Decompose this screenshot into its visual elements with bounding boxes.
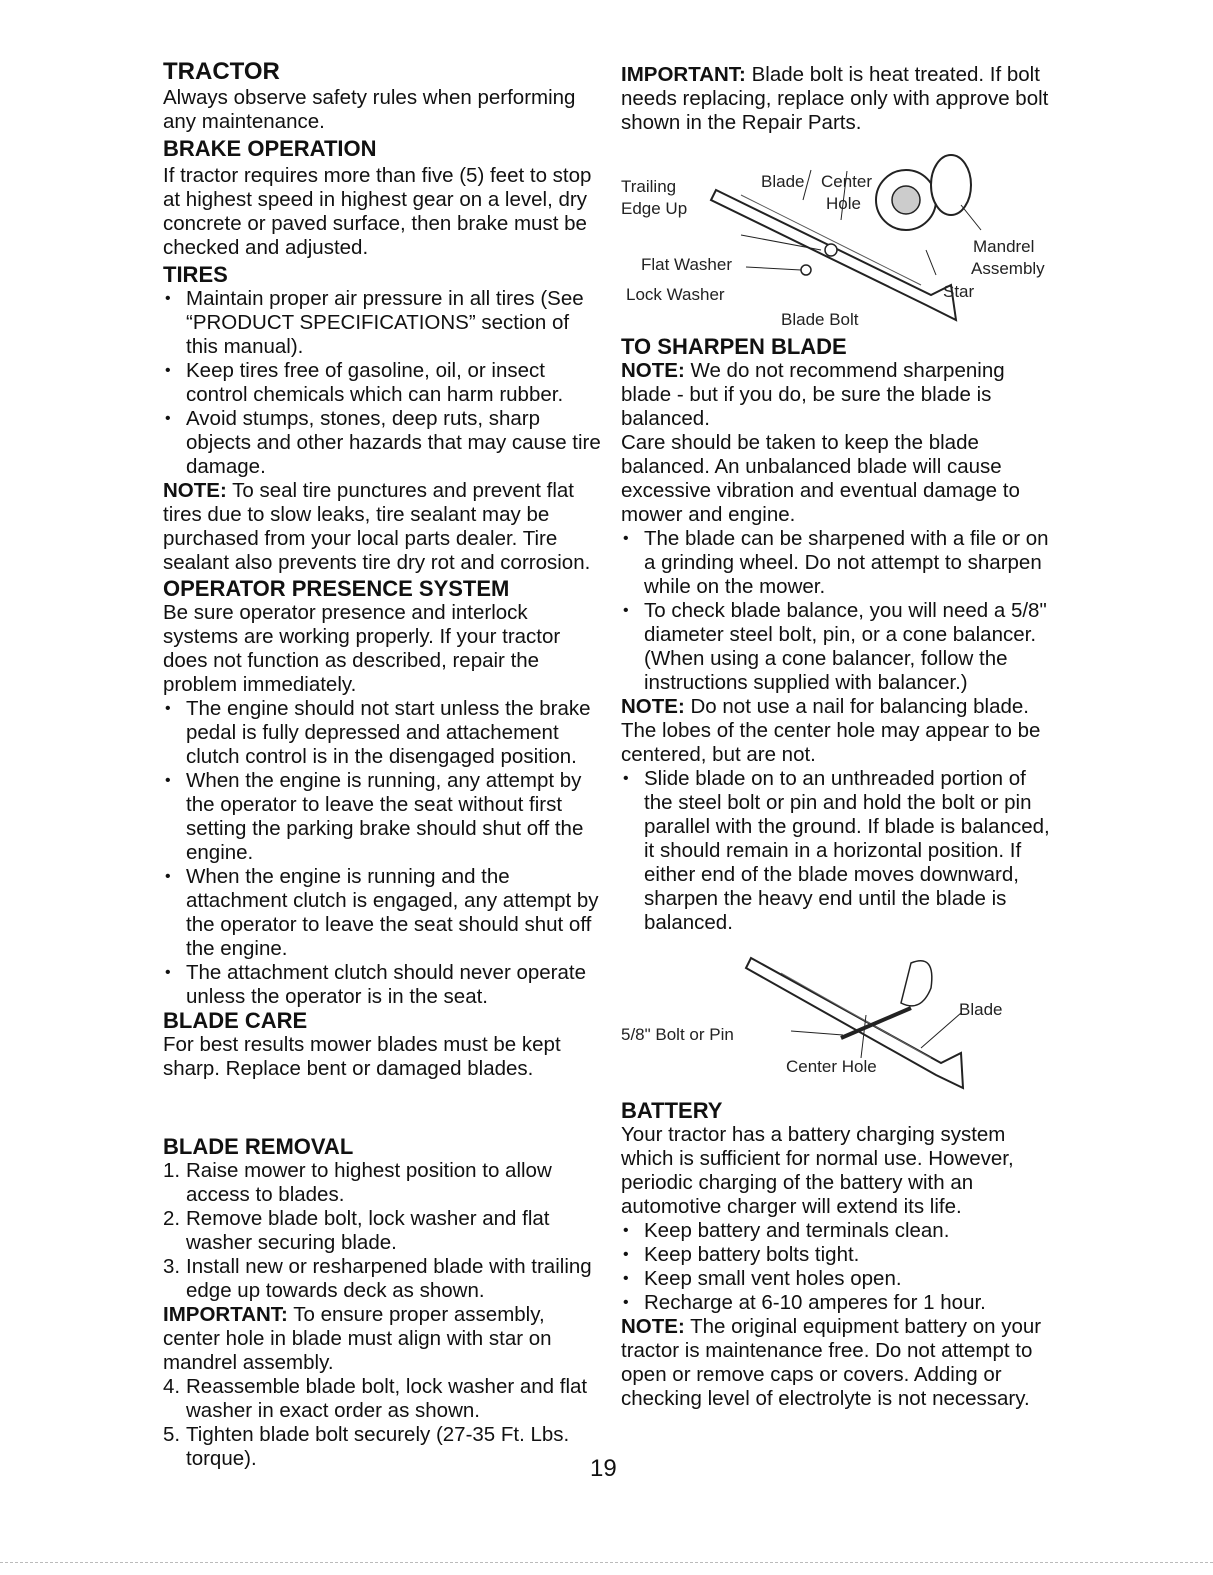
sharpen-note2 [621, 695, 1057, 767]
tires-heading: TIRES [163, 262, 228, 287]
step-number: 5. [163, 1423, 181, 1446]
removal-important [163, 1303, 603, 1375]
important-label: IMPORTANT: [163, 1303, 288, 1326]
step-number: 2. [163, 1207, 181, 1230]
note-label: NOTE: [621, 1315, 685, 1338]
label-hole: Hole [826, 194, 861, 213]
blade-assembly-figure [621, 145, 1057, 329]
note-text: Do not use a nail for balancing blade. The lobes of the center hole may appear to be centered, but are not. [621, 695, 1041, 766]
important-text: Blade bolt is heat treated. If bolt needs replacing, replace only with approve bolt shown in the Repair Parts. [621, 63, 1049, 134]
label-center-hole: Center Hole [786, 1057, 877, 1076]
sharpen-heading: TO SHARPEN BLADE [621, 334, 847, 359]
list-item: • The attachment clutch should never operate unless the operator is in the seat. [163, 961, 603, 1009]
list-item: • To check blade balance, you will need a 5/8" diameter steel bolt, pin, or a cone balancer. (When using a cone balancer, follow the instructions supplied with balancer.) [621, 599, 1057, 695]
list-item: • Keep battery and terminals clean. [621, 1219, 1057, 1243]
removal-steps-a [163, 1159, 603, 1303]
label-mandrel: Mandrel [973, 237, 1035, 256]
list-item: • The blade can be sharpened with a file or on a grinding wheel. Do not attempt to sharpen while on the mower. [621, 527, 1057, 599]
list-item [163, 1375, 603, 1423]
brake-heading: BRAKE OPERATION [163, 136, 377, 161]
sharpen-note1 [621, 359, 1057, 431]
note-label: NOTE: [621, 695, 685, 718]
label-lock-washer: Lock Washer [626, 285, 725, 304]
step-text: Tighten blade bolt securely (27-35 Ft. Lbs. torque). [186, 1423, 570, 1470]
battery-text: Your tractor has a battery charging system which is sufficient for normal use. However, periodic charging of the battery with an automotive charger will extend its life. [621, 1123, 1014, 1218]
ops-text: Be sure operator presence and interlock systems are working properly. If your tractor does not function as described, repair the problem immediately. [163, 601, 561, 696]
right-column [621, 63, 1057, 1411]
list-item: • Maintain proper air pressure in all tires (See “PRODUCT SPECIFICATIONS” section of this manual). [163, 287, 603, 359]
tractor-text: Always observe safety rules when performing any maintenance. [163, 86, 576, 133]
step-text: Remove blade bolt, lock washer and flat washer securing blade. [186, 1207, 550, 1254]
note-text: To seal tire punctures and prevent flat tires due to slow leaks, tire sealant may be purchased from your local parts dealer. Tire sealant also prevents tire dry rot and corrosion. [163, 479, 591, 574]
list-item: • When the engine is running, any attempt by the operator to leave the seat without first setting the parking brake should shut off the engine. [163, 769, 603, 865]
list-item [163, 1207, 603, 1255]
sharpen-list-2 [621, 767, 1057, 935]
step-number: 1. [163, 1159, 181, 1182]
step-number: 3. [163, 1255, 181, 1278]
note-label: NOTE: [621, 359, 685, 382]
list-item [163, 1255, 603, 1303]
blade-care-text: For best results mower blades must be kept sharp. Replace bent or damaged blades. [163, 1033, 561, 1080]
note-text: We do not recommend sharpening blade - but if you do, be sure the blade is balanced. [621, 359, 1005, 430]
list-item: • Keep tires free of gasoline, oil, or insect control chemicals which can harm rubber. [163, 359, 603, 407]
label-assembly: Assembly [971, 259, 1045, 278]
note-label: NOTE: [163, 479, 227, 502]
note-text: The original equipment battery on your tractor is maintenance free. Do not attempt to open or remove caps or covers. Adding or checking level of electrolyte is not necessary. [621, 1315, 1042, 1410]
left-column [163, 60, 603, 1081]
label-edge-up: Edge Up [621, 199, 688, 218]
tires-list [163, 287, 603, 479]
important-text: To ensure proper assembly, center hole in blade must align with star on mandrel assembly. [163, 1303, 552, 1374]
label-flat-washer: Flat Washer [641, 255, 733, 274]
list-item: • Avoid stumps, stones, deep ruts, sharp objects and other hazards that may cause tire damage. [163, 407, 603, 479]
balance-figure [621, 943, 1057, 1093]
label-center: Center [821, 172, 873, 191]
ops-heading: OPERATOR PRESENCE SYSTEM [163, 576, 510, 601]
label-star: Star [943, 282, 975, 301]
step-text: Install new or resharpened blade with trailing edge up towards deck as shown. [186, 1255, 592, 1302]
list-item [163, 1423, 603, 1471]
step-number: 4. [163, 1375, 181, 1398]
sharpen-text: Care should be taken to keep the blade balanced. An unbalanced blade will cause excessive vibration and eventual damage to mower and engine. [621, 431, 1020, 526]
blade-removal-section [163, 1135, 603, 1471]
list-item: • When the engine is running and the attachment clutch is engaged, any attempt by the operator to leave the seat should shut off the engine. [163, 865, 603, 961]
removal-steps-b [163, 1375, 603, 1471]
list-item: • Keep small vent holes open. [621, 1267, 1057, 1291]
page-edge-divider [0, 1562, 1213, 1563]
label-bolt-or-pin: 5/8" Bolt or Pin [621, 1025, 734, 1044]
blade-care-heading: BLADE CARE [163, 1008, 308, 1033]
label-blade-bolt: Blade Bolt [781, 310, 859, 329]
battery-list [621, 1219, 1057, 1315]
step-text: Reassemble blade bolt, lock washer and flat washer in exact order as shown. [186, 1375, 588, 1422]
tractor-heading: TRACTOR [163, 58, 280, 85]
sharpen-list [621, 527, 1057, 695]
list-item: • Keep battery bolts tight. [621, 1243, 1057, 1267]
label-blade: Blade [959, 1000, 1003, 1019]
label-blade: Blade [761, 172, 805, 191]
ops-list [163, 697, 603, 1009]
battery-note [621, 1315, 1057, 1411]
important-label: IMPORTANT: [621, 63, 746, 86]
removal-heading: BLADE REMOVAL [163, 1134, 354, 1159]
list-item [163, 1159, 603, 1207]
list-item: • The engine should not start unless the brake pedal is fully depressed and attachement clutch control is in the disengaged position. [163, 697, 603, 769]
brake-text: If tractor requires more than five (5) feet to stop at highest speed in highest gear on a level, dry concrete or paved surface, then brake must be checked and adjusted. [163, 164, 592, 259]
page-number: 19 [590, 1455, 617, 1482]
list-item: • Recharge at 6-10 amperes for 1 hour. [621, 1291, 1057, 1315]
important-note [621, 63, 1057, 135]
step-text: Raise mower to highest position to allow access to blades. [186, 1159, 552, 1206]
battery-heading: BATTERY [621, 1098, 723, 1123]
label-trailing: Trailing [621, 177, 677, 196]
tires-note [163, 479, 603, 575]
list-item: • Slide blade on to an unthreaded portion of the steel bolt or pin and hold the bolt or pin parallel with the ground. If blade is balanced, it should remain in a horizontal position. If either end of the blade moves downward, sharpen the heavy end until the blade is balanced. [621, 767, 1057, 935]
